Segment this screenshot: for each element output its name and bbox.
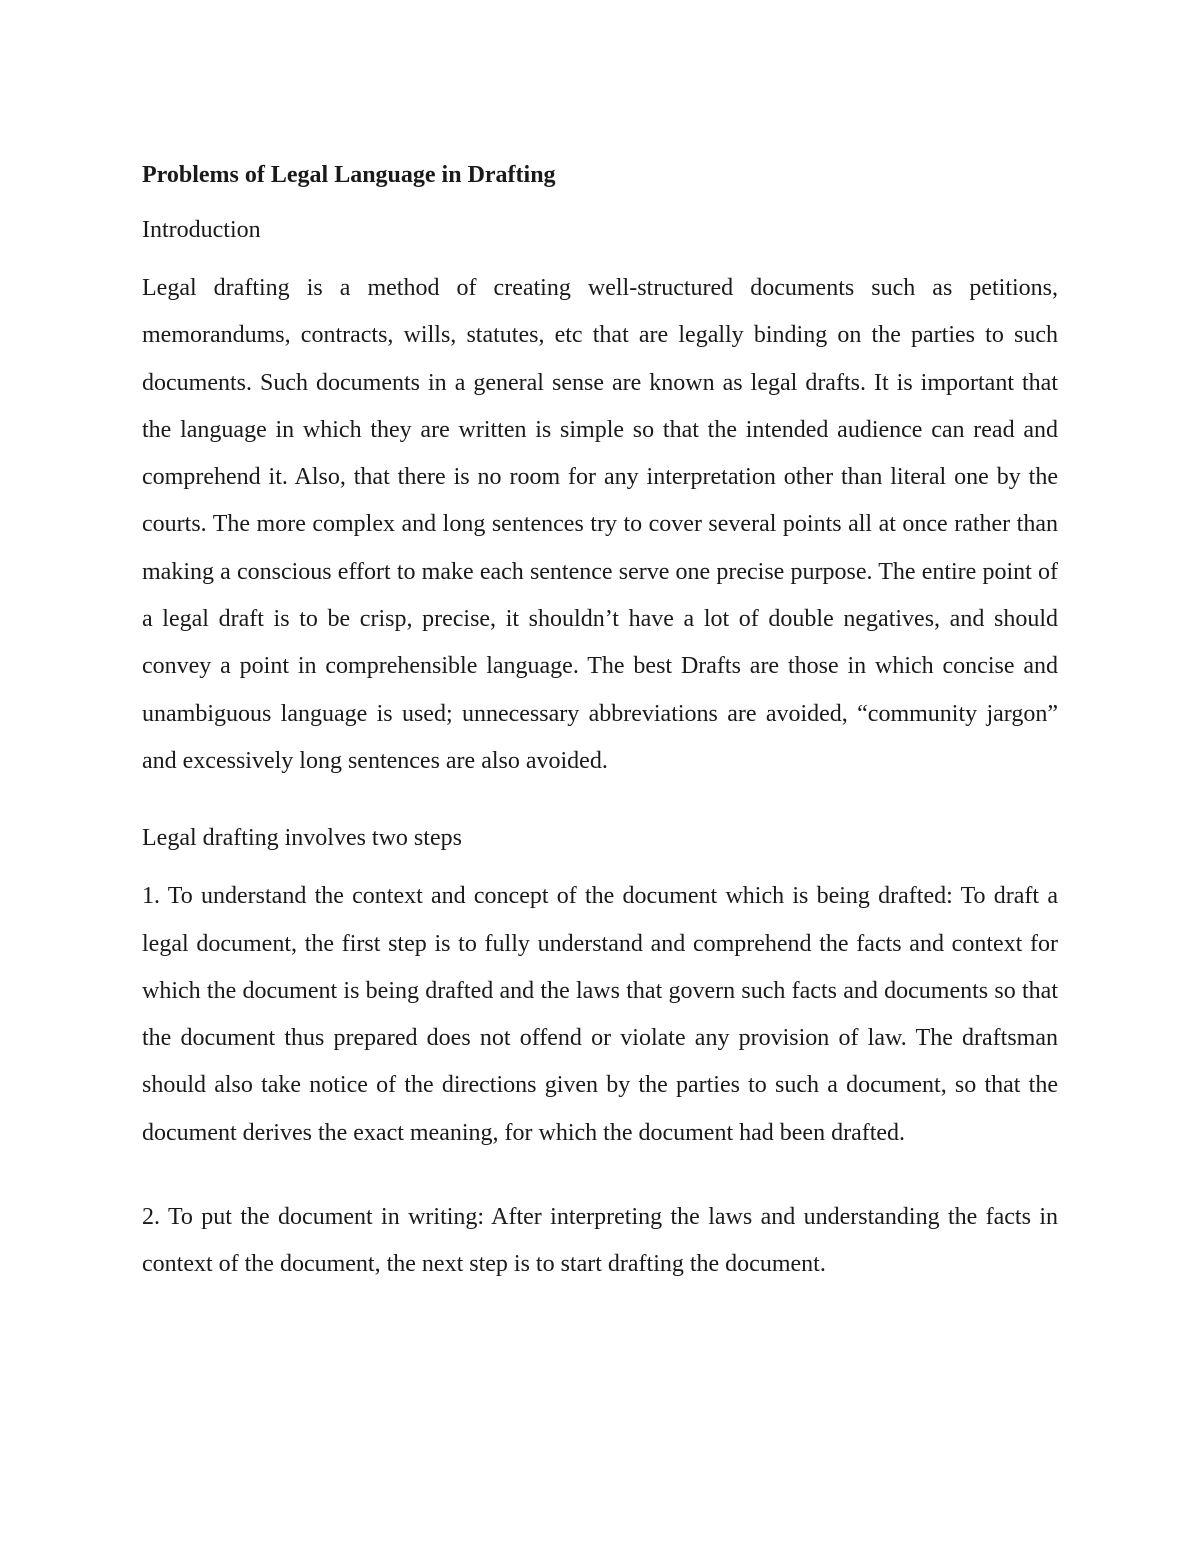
steps-heading: Legal drafting involves two steps <box>142 825 462 852</box>
document-page <box>142 155 1058 1289</box>
introduction-heading: Introduction <box>142 217 261 243</box>
document-title: Problems of Legal Language in Drafting <box>142 162 556 188</box>
introduction-paragraph: Legal drafting is a method of creating well-structured documents such as petitions, memorandums, contracts, wills, statutes, etc that are legally binding on the parties to such documents. Such documents in a general sense are known as legal drafts. It is important that the language in which they are written is simple so that the intended audience can read and comprehend it. Also, that there is no room for any interpretation other than literal one by the courts. The more complex and long sentences try to cover several points all at once rather than making a conscious effort to make each sentence serve one precise purpose. The entire point of a legal draft is to be crisp, precise, it shouldn’t have a lot of double negatives, and should convey a point in comprehensible language. The best Drafts are those in which concise and unambiguous language is used; unnecessary abbreviations are avoided, “community jargon” and excessively long sentences are also avoided. <box>142 275 1058 774</box>
step-1-paragraph: 1. To understand the context and concept of the document which is being drafted: To draft a legal document, the first step is to fully understand and comprehend the facts and context for which the document is being drafted and the laws that govern such facts and documents so that the document thus prepared does not offend or violate any provision of law. The draftsman should also take notice of the directions given by the parties to such a document, so that the document derives the exact meaning, for which the document had been drafted. <box>142 883 1058 1146</box>
step-2-paragraph: 2. To put the document in writing: After interpreting the laws and understanding the facts in context of the document, the next step is to start drafting the document. <box>142 1204 1058 1278</box>
